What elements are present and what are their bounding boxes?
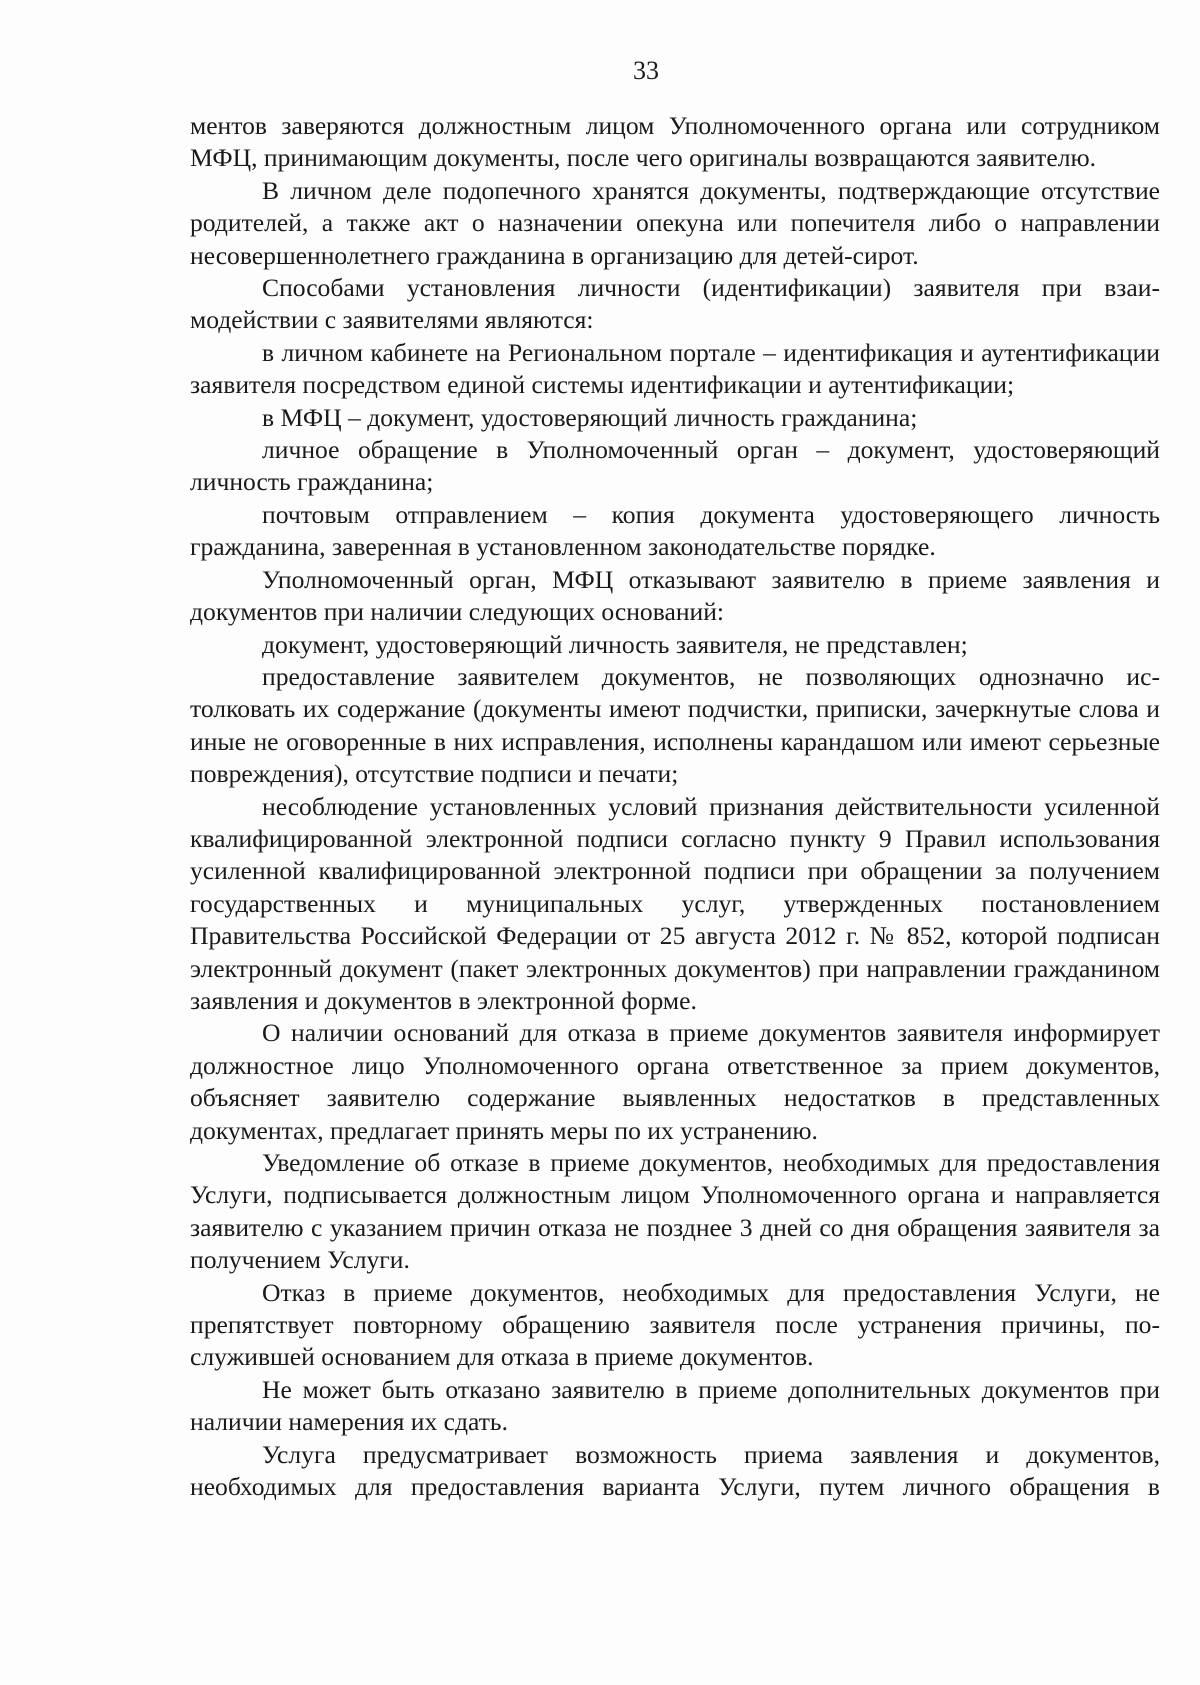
paragraph-additional-documents: Не может быть отказано заявителю в приеме дополнительных документов при наличии намерения их сдать. [190,1374,1160,1437]
document-body [190,110,1160,1503]
paragraph-no-id-document: документ, удостоверяющий личность заявителя, не представлен; [262,629,968,659]
paragraph-ambiguous-documents: предоставление заявителем документов, не позволяющих однозначно истолковать их содержание (документы имеют подчистки, приписки, зачеркнутые слова и иные не оговоренные в них исправления, исполнены карандашом или имеют серьезные повреждения), отсутствие подписи и печати; [190,661,1160,789]
paragraph-regional-portal: в личном кабинете на Региональном портале – идентификация и аутентификации заявителя посредством единой системы идентификации и аутентификации; [190,337,1160,400]
paragraph-refusal-grounds: Уполномоченный орган, МФЦ отказывают заявителю в приеме заявления и документов при наличии следующих оснований: [190,564,1160,627]
paragraph-electronic-signature: несоблюдение установленных условий признания действительности усиленной квалифицированной электронной подписи согласно пункту 9 Правил использования усиленной квалифицированной электронной подписи при обращении за получением государственных и муниципальных услуг, утвержденных постановлением Правительства Российской Федерации от 25 августа 2012 г. № 852, которой подписан электронный документ (пакет электронных документов) при направлении гражданином заявления и документов в электронной форме. [190,791,1160,1015]
paragraph-mfc-document: в МФЦ – документ, удостоверяющий личность гражданина; [262,402,918,432]
paragraph-documents-certified: ментов заверяются должностным лицом Уполномоченного органа или сотрудником МФЦ, принимающим документы, после чего оригиналы возвращаются заявителю. [190,111,1160,173]
paragraph-ward-personal-file: В личном деле подопечного хранятся документы, подтверждающие отсутствие родителей, а также акт о назначении опекуна или попечителя либо о направлении несовершеннолетнего гражданина в организацию для детей-сирот. [190,175,1160,270]
paragraph-refusal-notice: Уведомление об отказе в приеме документов, необходимых для предоставления Услуги, подписывается должностным лицом Уполномоченного органа и направляется заявителю с указанием причин отказа не позднее 3 дней со дня обращения заявителя за получением Услуги. [190,1148,1160,1275]
paragraph-postal-mail: почтовым отправлением – копия документа удостоверяющего личность гражданина, заверенная в установленном законодательстве порядке. [190,499,1160,562]
page-number: 33 [633,56,659,85]
paragraph-repeat-application: Отказ в приеме документов, необходимых для предоставления Услуги, не препятствует повторному обращению заявителя после устранения причины, послужившей основанием для отказа в приеме документов. [190,1277,1160,1372]
paragraph-service-acceptance: Услуга предусматривает возможность приема заявления и документов, необходимых для предоставления варианта Услуги, путем личного обращения в [190,1439,1160,1502]
paragraph-identification-methods: Способами установления личности (идентификации) заявителя при взаимодействии с заявителями являются: [190,273,1160,335]
paragraph-personal-visit: личное обращение в Уполномоченный орган – документ, удостоверяющий личность гражданина; [190,435,1160,497]
paragraph-refusal-informing: О наличии оснований для отказа в приеме документов заявителя информирует должностное лицо Уполномоченного органа ответственное за прием документов, объясняет заявителю содержание выявленных недостатков в представленных документах, предлагает принять меры по их устранению. [190,1018,1160,1145]
